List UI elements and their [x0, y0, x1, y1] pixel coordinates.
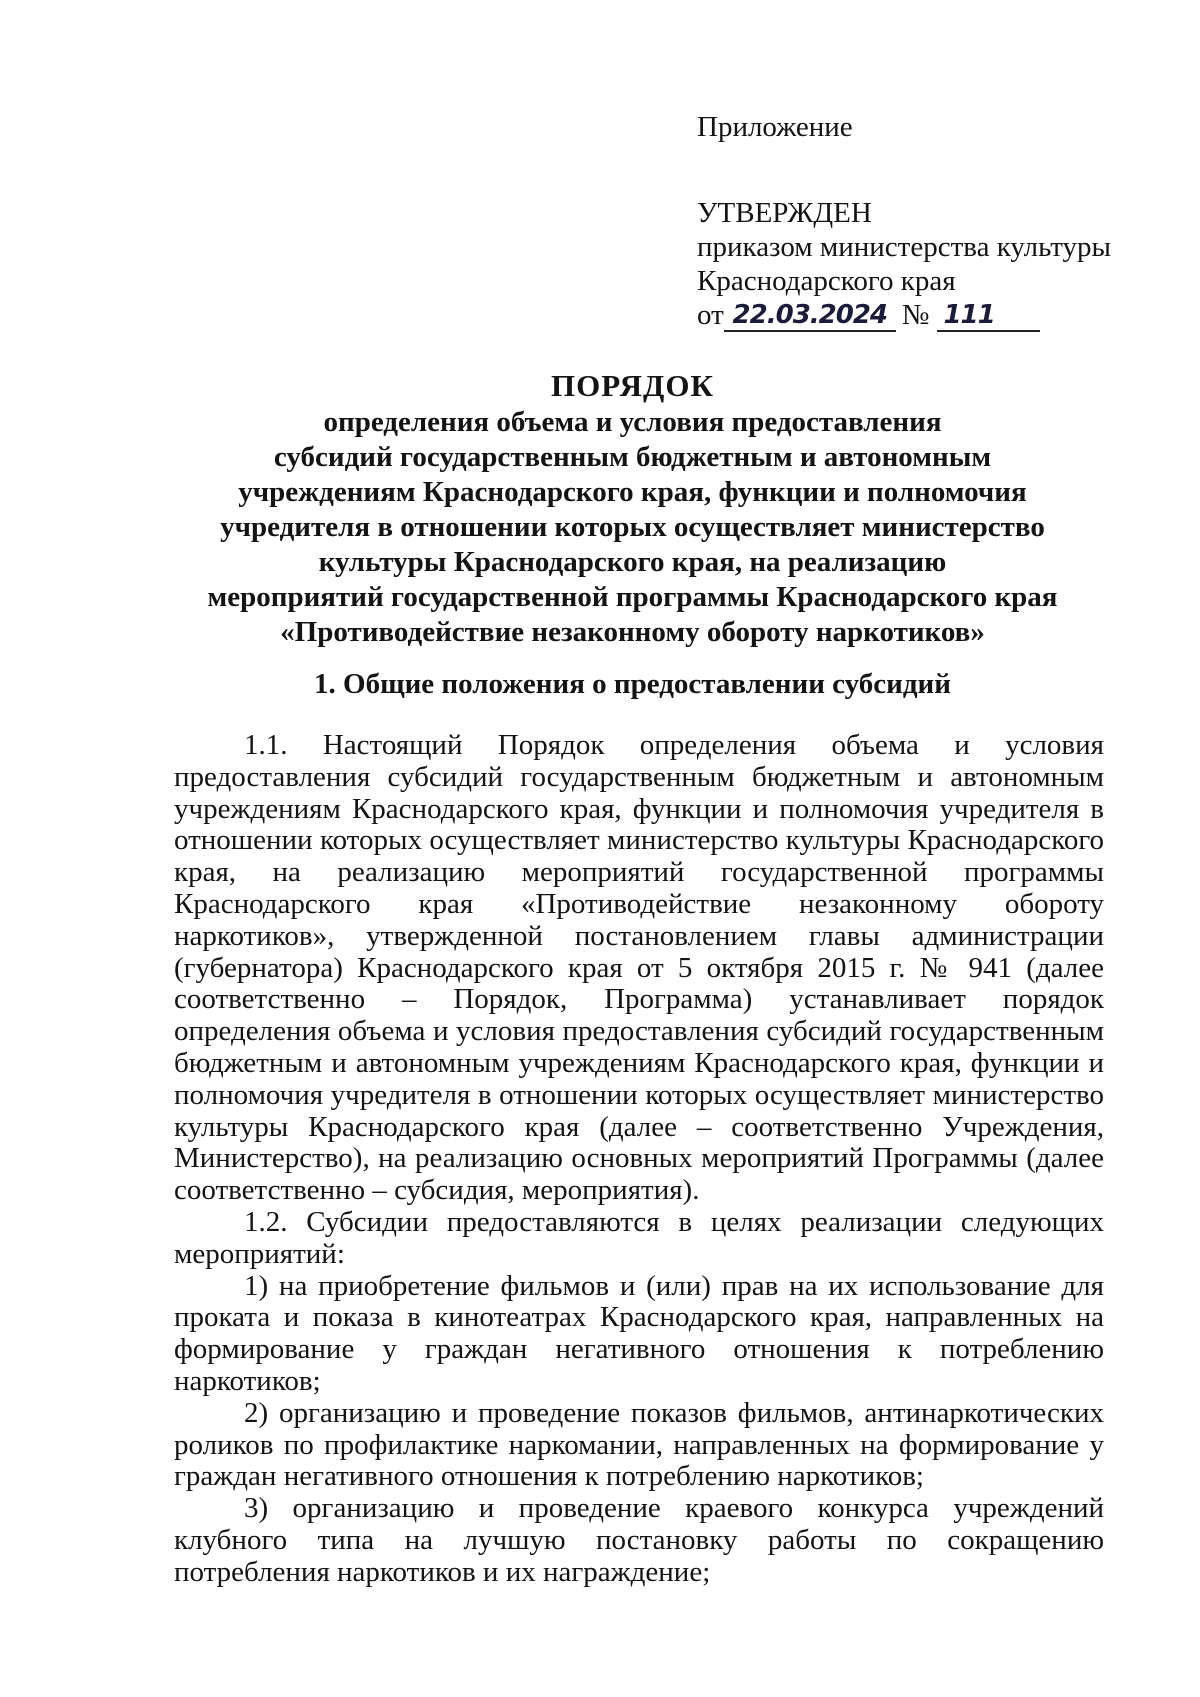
title-line: «Противодействие незаконному обороту наркотиков» [280, 616, 985, 648]
section-heading: 1. Общие положения о предоставлении субсидий [314, 668, 951, 700]
title-main: ПОРЯДОК [551, 368, 714, 403]
approval-header [697, 110, 1117, 332]
order-line-1: приказом министерства культуры [697, 231, 1111, 263]
paragraph-1-1: 1.1. Настоящий Порядок определения объема и условия предоставления субсидий государственным бюджетным и автономным учреждениям Краснодарского края, функции и полномочия учредителя в отношении которых осуществляет министерство культуры Краснодарского края, на реализацию мероприятий государственной программы Краснодарского края «Противодействие незаконному обороту наркотиков», утвержденной постановлением главы администрации (губернатора) Краснодарского края от 5 октября 2015 г. № 941 (далее соответственно – Порядок, Программа) устанавливает порядок определения объема и условия предоставления субсидий государственным бюджетным и автономным учреждениям Краснодарского края, функции и полномочия учредителя в отношении которых осуществляет министерство культуры Краснодарского края (далее – соответственно Учреждения, Министерство), на реализацию основных мероприятий Программы (далее соответственно – субсидия, мероприятия). [174, 729, 1104, 1207]
title-line: мероприятий государственной программы Краснодарского края [207, 581, 1058, 613]
list-item-2: 2) организацию и проведение показов фильмов, антинаркотических роликов по профилактике наркомании, направленных на формирование у граждан негативного отношения к потреблению наркотиков; [174, 1396, 1104, 1493]
approved-label: УТВЕРЖДЕН [697, 197, 872, 229]
title-line: учреждениям Краснодарского края, функции и полномочия [238, 476, 1027, 508]
handwritten-date: 22.03.2024 [724, 300, 896, 332]
document-title [160, 368, 1105, 650]
paragraph-1-2: 1.2. Субсидии предоставляются в целях реализации следующих мероприятий: [174, 1205, 1104, 1270]
order-date-line [697, 298, 1117, 332]
list-item-1: 1) на приобретение фильмов и (или) прав на их использование для проката и показа в кинотеатрах Краснодарского края, направленных на формирование у граждан негативного отношения к потреблению наркотиков; [174, 1269, 1104, 1397]
order-line-2: Краснодарского края [697, 265, 956, 297]
date-prefix: от [697, 299, 724, 331]
title-line: учредителя в отношении которых осуществляет министерство [220, 511, 1045, 543]
title-line: определения объема и условия предоставления [323, 406, 942, 438]
title-line: культуры Краснодарского края, на реализацию [318, 546, 947, 578]
appendix-label: Приложение [697, 111, 853, 143]
list-item-3: 3) организацию и проведение краевого конкурса учреждений клубного типа на лучшую постановку работы по сокращению потребления наркотиков и их награждение; [174, 1492, 1104, 1588]
handwritten-order-number: 111 [937, 300, 1040, 332]
title-line: субсидий государственным бюджетным и автономным [273, 441, 992, 473]
number-sign: № [901, 299, 930, 331]
document-body [174, 730, 1104, 1589]
